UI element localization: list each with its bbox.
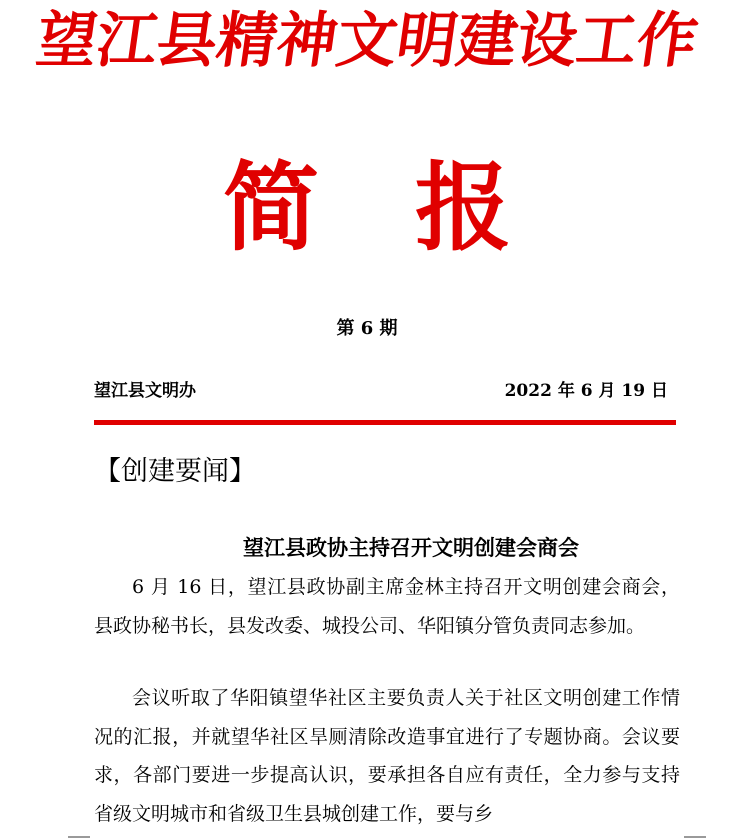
issue-number: 第 6 期 bbox=[336, 318, 398, 339]
article-paragraph: 会议听取了华阳镇望华社区主要负责人关于社区文明创建工作情况的汇报，并就望华社区旱厕清除改造事宜进行了专题协商。会议要求，各部门要进一步提高认识，要承担各自应有责任，全力参与支持省级文明城市和省级卫生县城创建工作，要与乡 bbox=[94, 687, 680, 825]
article-title: 望江县政协主持召开文明创建会商会 bbox=[243, 535, 579, 560]
red-divider bbox=[94, 420, 676, 425]
brief-title bbox=[0, 148, 734, 268]
issuer: 望江县文明办 bbox=[94, 381, 196, 401]
brief-char-2: 报 bbox=[415, 151, 511, 264]
article-paragraph: 6 月 16 日，望江县政协副主席金林主持召开文明创建会商会，县政协秘书长，县发改委、城投公司、华阳镇分管负责同志参加。 bbox=[94, 576, 680, 637]
brief-char-1: 简 bbox=[223, 151, 319, 264]
masthead-title: 望江县精神文明建设工作 bbox=[32, 6, 702, 76]
issue-date: 2022 年 6 月 19 日 bbox=[504, 381, 668, 401]
section-heading: 【创建要闻】 bbox=[94, 456, 256, 487]
